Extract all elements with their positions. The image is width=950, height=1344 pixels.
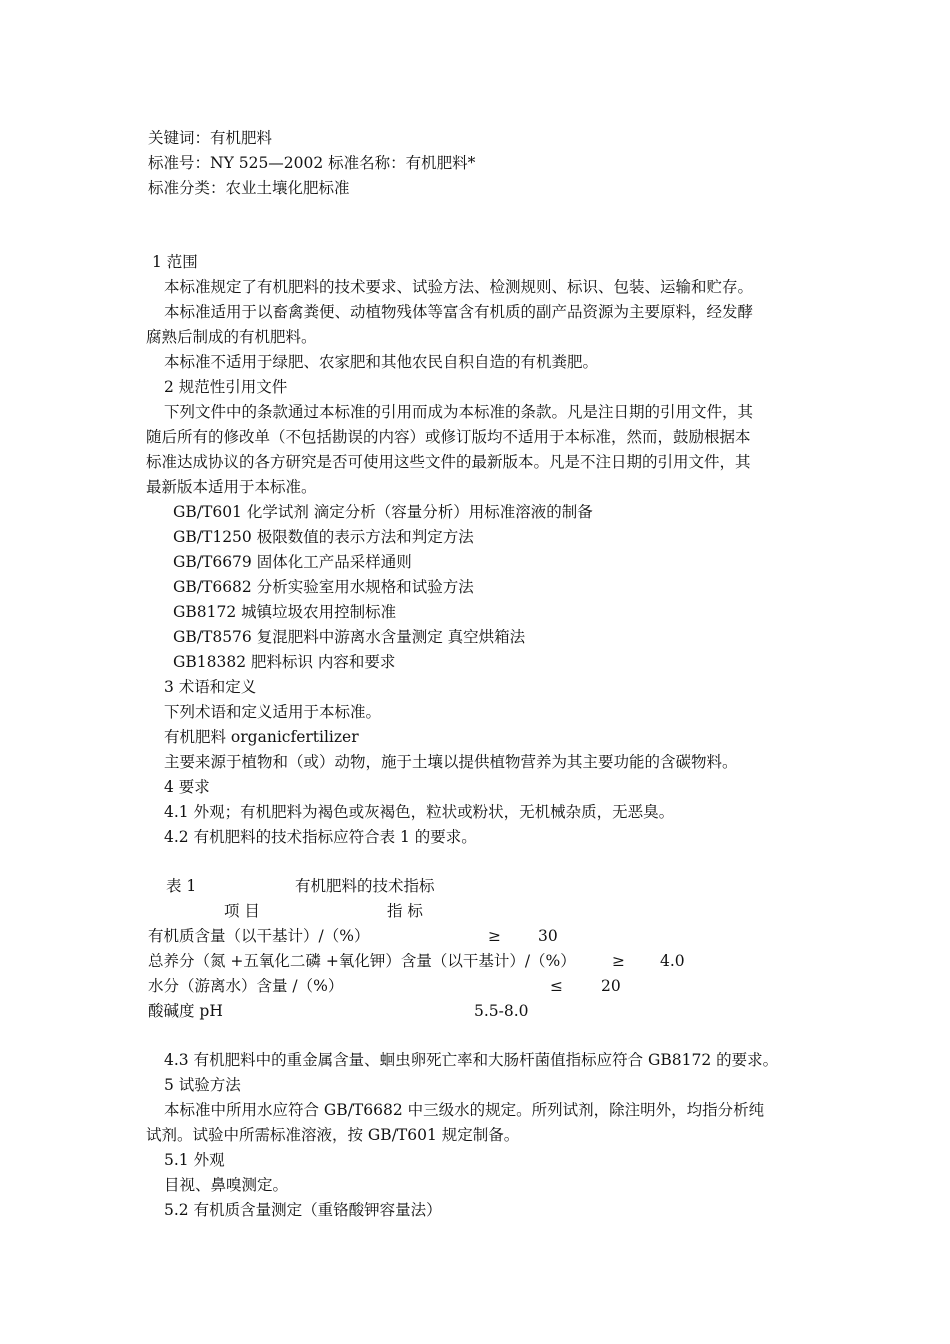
paragraph-line: 4.3 有机肥料中的重金属含量、蛔虫卵死亡率和大肠杆菌值指标应符合 GB8172 的要求。 bbox=[164, 1051, 779, 1069]
paragraph-line: 最新版本适用于本标准。 bbox=[146, 478, 317, 496]
table-header-index: 指 标 bbox=[387, 902, 423, 920]
reference-item: GB/T6679 固体化工产品采样通则 bbox=[173, 553, 412, 571]
subsection-heading-appearance: 5.1 外观 bbox=[164, 1151, 225, 1169]
paragraph-line: 试剂。试验中所需标准溶液，按 GB/T601 规定制备。 bbox=[146, 1126, 520, 1144]
table-cell-operator: ≥ bbox=[612, 952, 625, 970]
definition-line: 主要来源于植物和（或）动物，施于土壤以提供植物营养为其主要功能的含碳物料。 bbox=[164, 753, 738, 771]
section-heading-scope: 1 范围 bbox=[152, 253, 198, 271]
paragraph-line: 标准达成协议的各方研究是否可使用这些文件的最新版本。凡是不注日期的引用文件，其 bbox=[146, 453, 751, 471]
paragraph-line: 本标准不适用于绿肥、农家肥和其他农民自积自造的有机粪肥。 bbox=[164, 353, 599, 371]
table-cell-value: 4.0 bbox=[660, 952, 685, 970]
paragraph-line: 下列文件中的条款通过本标准的引用而成为本标准的条款。凡是注日期的引用文件，其 bbox=[164, 403, 754, 421]
table-caption-label: 表 1 bbox=[166, 877, 197, 895]
paragraph-line: 下列术语和定义适用于本标准。 bbox=[164, 703, 382, 721]
paragraph-line: 随后所有的修改单（不包括勘误的内容）或修订版均不适用于本标准，然而，鼓励根据本 bbox=[146, 428, 751, 446]
reference-item: GB/T1250 极限数值的表示方法和判定方法 bbox=[173, 528, 474, 546]
table-cell-item: 水分（游离水）含量 /（%） bbox=[148, 977, 344, 995]
paragraph-line: 本标准规定了有机肥料的技术要求、试验方法、检测规则、标识、包装、运输和贮存。 bbox=[164, 278, 754, 296]
reference-item: GB/T601 化学试剂 滴定分析（容量分析）用标准溶液的制备 bbox=[173, 503, 593, 521]
term-line: 有机肥料 organicfertilizer bbox=[164, 728, 359, 746]
subsection-heading-organic-matter: 5.2 有机质含量测定（重铬酸钾容量法） bbox=[164, 1201, 442, 1219]
table-cell-item: 总养分（氮 +五氧化二磷 +氧化钾）含量（以干基计）/（%） bbox=[148, 952, 576, 970]
keywords-line: 关键词：有机肥料 bbox=[148, 129, 273, 147]
section-heading-test-methods: 5 试验方法 bbox=[164, 1076, 241, 1094]
section-heading-requirements: 4 要求 bbox=[164, 778, 210, 796]
table-cell-operator: ≤ bbox=[550, 977, 563, 995]
paragraph-line: 腐熟后制成的有机肥料。 bbox=[146, 328, 317, 346]
table-cell-value: 20 bbox=[601, 977, 621, 995]
paragraph-line: 目视、鼻嗅测定。 bbox=[164, 1176, 289, 1194]
standard-category-line: 标准分类：农业土壤化肥标准 bbox=[148, 179, 350, 197]
table-cell-value: 5.5-8.0 bbox=[474, 1002, 529, 1020]
paragraph-line: 4.2 有机肥料的技术指标应符合表 1 的要求。 bbox=[164, 828, 477, 846]
paragraph-line: 本标准中所用水应符合 GB/T6682 中三级水的规定。所列试剂，除注明外，均指分析纯 bbox=[164, 1101, 765, 1119]
reference-item: GB/T8576 复混肥料中游离水含量测定 真空烘箱法 bbox=[173, 628, 526, 646]
reference-item: GB/T6682 分析实验室用水规格和试验方法 bbox=[173, 578, 474, 596]
table-cell-item: 有机质含量（以干基计）/（%） bbox=[148, 927, 370, 945]
reference-item: GB8172 城镇垃圾农用控制标准 bbox=[173, 603, 397, 621]
table-caption-title: 有机肥料的技术指标 bbox=[295, 877, 435, 895]
table-cell-item: 酸碱度 pH bbox=[148, 1002, 223, 1020]
table-cell-operator: ≥ bbox=[488, 927, 501, 945]
table-header-item: 项 目 bbox=[224, 902, 260, 920]
paragraph-line: 4.1 外观；有机肥料为褐色或灰褐色，粒状或粉状，无机械杂质，无恶臭。 bbox=[164, 803, 675, 821]
standard-number-line: 标准号：NY 525—2002 标准名称：有机肥料* bbox=[148, 154, 476, 172]
table-cell-value: 30 bbox=[538, 927, 558, 945]
reference-item: GB18382 肥料标识 内容和要求 bbox=[173, 653, 396, 671]
section-heading-terms: 3 术语和定义 bbox=[164, 678, 257, 696]
section-heading-references: 2 规范性引用文件 bbox=[164, 378, 288, 396]
paragraph-line: 本标准适用于以畜禽粪便、动植物残体等富含有机质的副产品资源为主要原料，经发酵 bbox=[164, 303, 754, 321]
